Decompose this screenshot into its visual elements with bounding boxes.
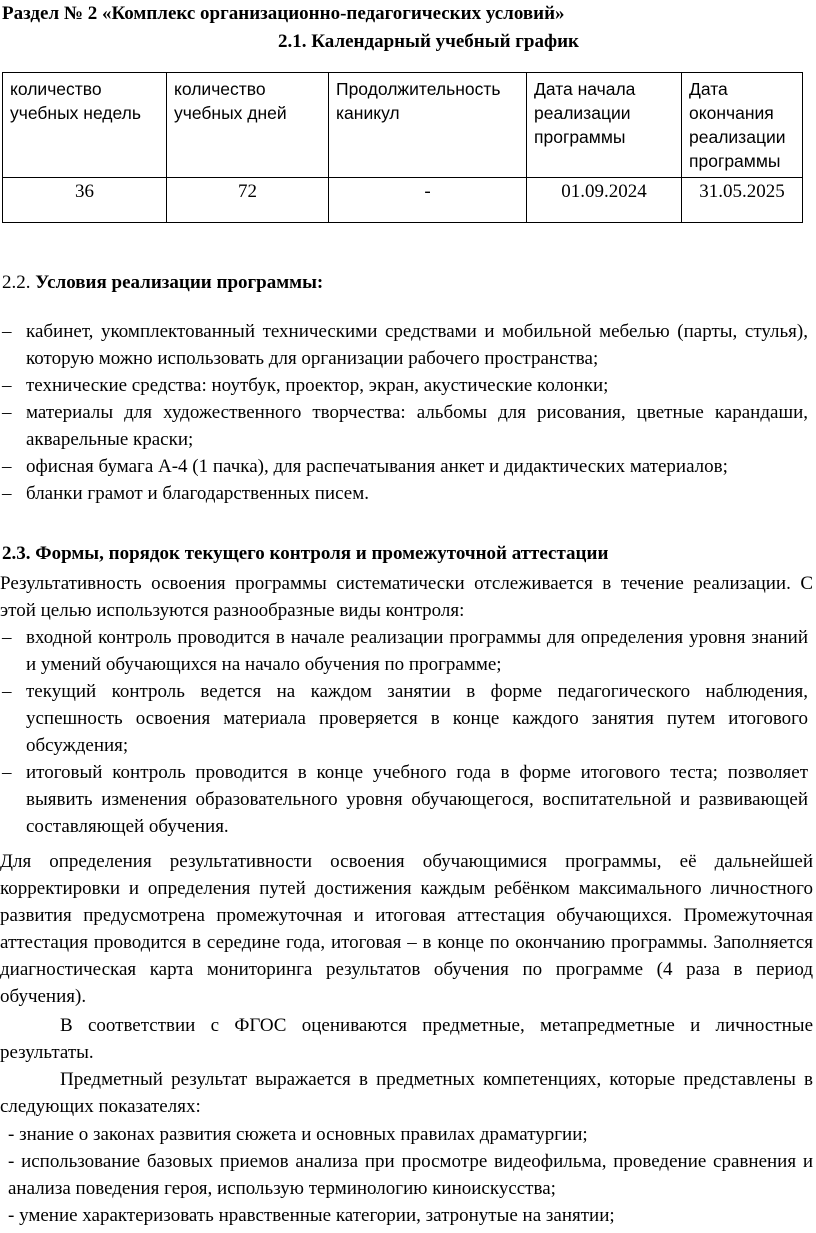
table-row [3, 178, 803, 223]
list-item: – технические средства: ноутбук, проектор, экран, акустические колонки; [0, 372, 808, 399]
subsection-23-title: 2.3. Формы, порядок текущего контроля и промежуточной аттестации [2, 543, 609, 564]
table-header-cell: количество учебных дней [167, 73, 329, 178]
indicators-list [0, 1121, 813, 1229]
list-item: – офисная бумага А-4 (1 пачка), для распечатывания анкет и дидактических материалов; [0, 453, 808, 480]
dash-bullet: – [2, 762, 12, 783]
subject-result-paragraph: Предметный результат выражается в предметных компетенциях, которые представлены в следующих показателях: [0, 1069, 813, 1117]
subsection-22-heading [2, 272, 816, 294]
control-intro-paragraph: Результативность освоения программы систематически отслеживается в течение реализации. С этой целью используются разнообразные виды контроля: [0, 573, 813, 621]
table-header-cell: Дата окончания реализации программы [682, 73, 803, 178]
table-header-cell: Продолжительность каникул [329, 73, 527, 178]
table-cell: 72 [167, 178, 329, 223]
table-header-cell: Дата начала реализации программы [527, 73, 682, 178]
list-item: – текущий контроль ведется на каждом занятии в форме педагогического наблюдения, успешность освоения материала проверяется в конце каждого занятия путем итогового обсуждения; [0, 678, 808, 759]
schedule-table [2, 72, 803, 223]
table-cell: 36 [3, 178, 167, 223]
subsection-22-number: 2.2. [2, 272, 36, 293]
dash-bullet: – [2, 456, 12, 477]
list-item: – итоговый контроль проводится в конце учебного года в форме итогового теста; позволяет выявить изменения образовательного уровня обучающегося, воспитательной и развивающей составляющей обучения. [0, 759, 808, 840]
table-header-row [3, 73, 803, 178]
dash-bullet: – [2, 321, 12, 342]
list-item: – материалы для художественного творчества: альбомы для рисования, цветные карандаши, акварельные краски; [0, 399, 808, 453]
subsection-22-title: Условия реализации программы: [35, 272, 324, 293]
attestation-paragraph: Для определения результативности освоения обучающимися программы, её дальнейшей корректировки и определения путей достижения каждым ребёнком максимального личностного развития предусмотрена промежуточная и итоговая аттестация обучающихся. Промежуточная аттестация проводится в середине года, итоговая – в конце по окончанию программы. Заполняется диагностическая карта мониторинга результатов обучения по программе (4 раза в период обучения). [0, 851, 813, 1007]
list-item: – бланки грамот и благодарственных писем. [0, 480, 808, 507]
dash-bullet: – [2, 483, 12, 504]
dash-bullet: – [2, 681, 12, 702]
conditions-list [0, 318, 808, 507]
list-item: – кабинет, укомплектованный техническими средствами и мобильной мебелью (парты, стулья), которую можно использовать для организации рабочего пространства; [0, 318, 808, 372]
dash-bullet: – [2, 375, 12, 396]
dash-bullet: – [2, 402, 12, 423]
section-title: Раздел № 2 «Комплекс организационно-педагогических условий» [2, 3, 565, 24]
list-item: – входной контроль проводится в начале реализации программы для определения уровня знаний и умений обучающихся на начало обучения по программе; [0, 624, 808, 678]
dash-bullet: – [2, 627, 12, 648]
subsection-21-title: 2.1. Календарный учебный график [278, 31, 580, 52]
table-header-cell: количество учебных недель [3, 73, 167, 178]
fgos-paragraph: В соответствии с ФГОС оцениваются предметные, метапредметные и личностные результаты. [0, 1015, 813, 1063]
table-cell: 01.09.2024 [527, 178, 682, 223]
list-item: - знание о законах развития сюжета и основных правилах драматургии; [8, 1124, 588, 1145]
list-item: - использование базовых приемов анализа при просмотре видеофильма, проведение сравнения и анализа поведения героя, использую терминологию киноискусства; [8, 1151, 813, 1199]
table-cell: 31.05.2025 [682, 178, 803, 223]
list-item: - умение характеризовать нравственные категории, затронутые на занятии; [8, 1205, 615, 1226]
control-list [0, 624, 808, 840]
table-cell: - [329, 178, 527, 223]
